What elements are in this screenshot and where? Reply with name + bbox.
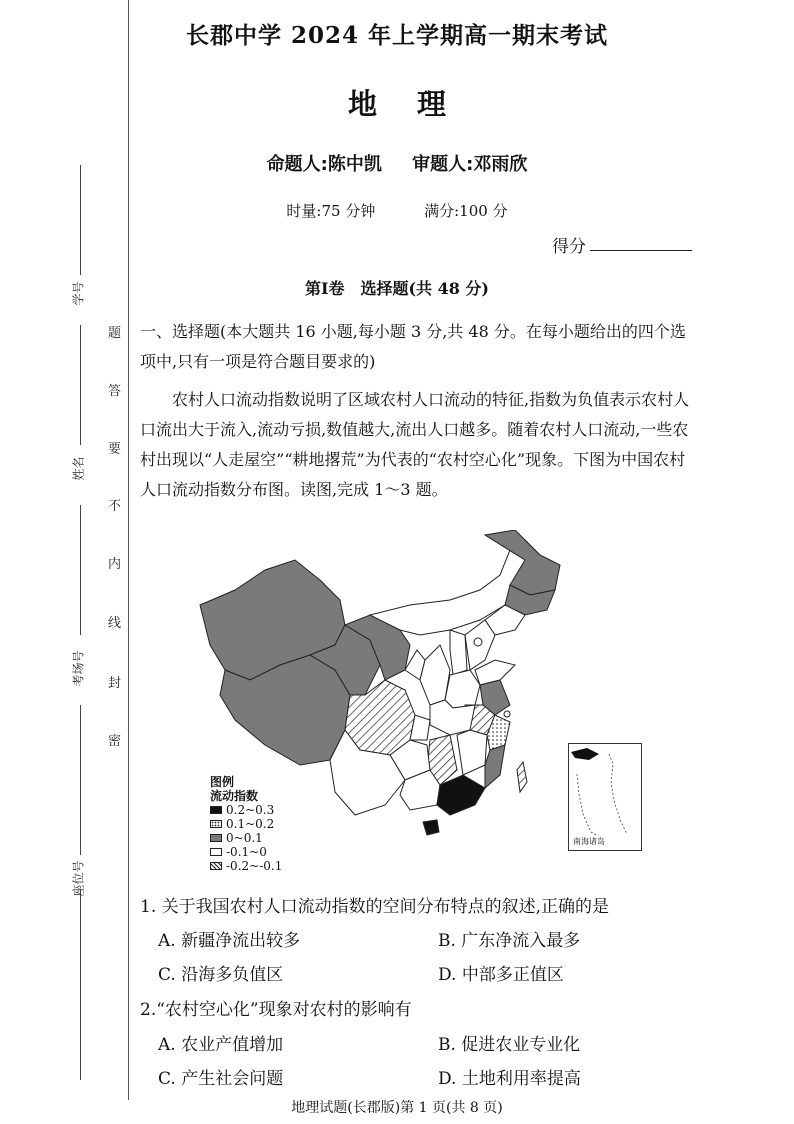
binding-field-line — [80, 505, 81, 635]
passage: 农村人口流动指数说明了区域农村人口流动的特征,指数为负值表示农村人口流出大于流入,流动亏损,数值越大,流出人口越多。随着农村人口流动,一些农村出现以“人走屋空”“耕地撂荒”为代表的“农村空心化”现象。下图为中国农村人口流动指数分布图。读图,完成 1～3 题。 — [140, 390, 690, 499]
section-title: 第Ⅰ卷 选择题(共 48 分) — [304, 279, 490, 298]
question-1-option-a[interactable]: A. 新疆净流出较多 — [158, 931, 301, 951]
subject-title: 地理 — [347, 87, 486, 121]
time-limit: 时量:75 分钟 — [286, 202, 376, 220]
region-taiwan — [517, 762, 527, 792]
exam-title: 长郡中学 2024 年上学期高一期末考试 — [185, 22, 609, 49]
question-2-option-b[interactable]: B. 促进农业专业化 — [438, 1035, 581, 1055]
seal-char: 内 — [108, 557, 122, 572]
region-fujian — [485, 745, 505, 788]
inset-label: 南海诸岛 — [573, 837, 605, 846]
legend-item — [210, 859, 282, 873]
question-2-option-d[interactable]: D. 土地利用率提高 — [438, 1069, 581, 1089]
legend-label: 0.2~0.3 — [226, 803, 275, 817]
question-2-stem: 2.“农村空心化”现象对农村的影响有 — [140, 1000, 412, 1020]
legend-item — [210, 831, 282, 845]
question-1-option-b[interactable]: B. 广东净流入最多 — [438, 931, 581, 951]
legend-swatch-white — [210, 848, 222, 856]
authors-line — [0, 150, 794, 176]
seal-char: 答 — [108, 384, 122, 399]
full-score: 满分:100 分 — [424, 202, 508, 220]
score-label: 得分 — [552, 237, 586, 257]
inset-svg — [569, 744, 641, 850]
reviewer: 审题人:邓雨欣 — [412, 154, 528, 175]
region-shanxi — [450, 630, 467, 675]
question-1-option-c[interactable]: C. 沿海多负值区 — [158, 965, 284, 985]
binding-field-line — [80, 325, 81, 445]
legend-item — [210, 817, 282, 831]
legend-swatch-black — [210, 806, 222, 814]
legend-label: 0.1~0.2 — [226, 817, 275, 831]
legend-swatch-dotted — [210, 820, 222, 828]
question-1-option-d[interactable]: D. 中部多正值区 — [438, 965, 564, 985]
question-1-stem: 1. 关于我国农村人口流动指数的空间分布特点的叙述,正确的是 — [140, 897, 610, 917]
legend-swatch-gray — [210, 834, 222, 842]
region-beijing — [474, 638, 482, 646]
binding-label-room: 考场号 — [71, 650, 86, 687]
seal-char: 不 — [108, 499, 122, 514]
region-shanghai — [504, 711, 510, 717]
region-jiangxi — [457, 730, 487, 775]
setter: 命题人:陈中凯 — [266, 154, 382, 175]
legend-swatch-hatched — [210, 862, 222, 870]
binding-label-name: 姓名 — [71, 456, 86, 481]
legend-subtitle: 流动指数 — [210, 789, 259, 803]
legend-item — [210, 803, 282, 817]
legend-label: -0.1~0 — [226, 845, 267, 859]
region-henan — [445, 670, 480, 708]
south-sea-inset — [568, 743, 642, 851]
score-blank[interactable] — [590, 250, 692, 251]
legend-label: -0.2~-0.1 — [226, 859, 283, 873]
page-footer: 地理试题(长郡版)第 1 页(共 8 页) — [291, 1100, 503, 1116]
binding-field-line — [80, 705, 81, 855]
region-hainan — [423, 820, 439, 835]
question-2-option-a[interactable]: A. 农业产值增加 — [158, 1035, 284, 1055]
binding-label-student-id: 学号 — [71, 281, 86, 306]
map-legend — [210, 775, 282, 873]
seal-char: 线 — [108, 616, 122, 631]
question-2-option-c[interactable]: C. 产生社会问题 — [158, 1069, 284, 1089]
instructions: 一、选择题(本大题共 16 小题,每小题 3 分,共 48 分。在每小题给出的四个选项中,只有一项是符合题目要求的) — [140, 322, 686, 371]
legend-label: 0~0.1 — [226, 831, 263, 845]
seal-char: 要 — [108, 442, 122, 457]
seal-char: 密 — [108, 734, 122, 749]
seal-char: 封 — [108, 676, 122, 691]
legend-item — [210, 845, 282, 859]
exam-meta — [0, 200, 794, 221]
legend-title: 图例 — [210, 775, 235, 789]
seal-char: 题 — [108, 326, 122, 341]
binding-field-line — [80, 890, 81, 1080]
binding-label-seat: 座位号 — [71, 860, 86, 897]
